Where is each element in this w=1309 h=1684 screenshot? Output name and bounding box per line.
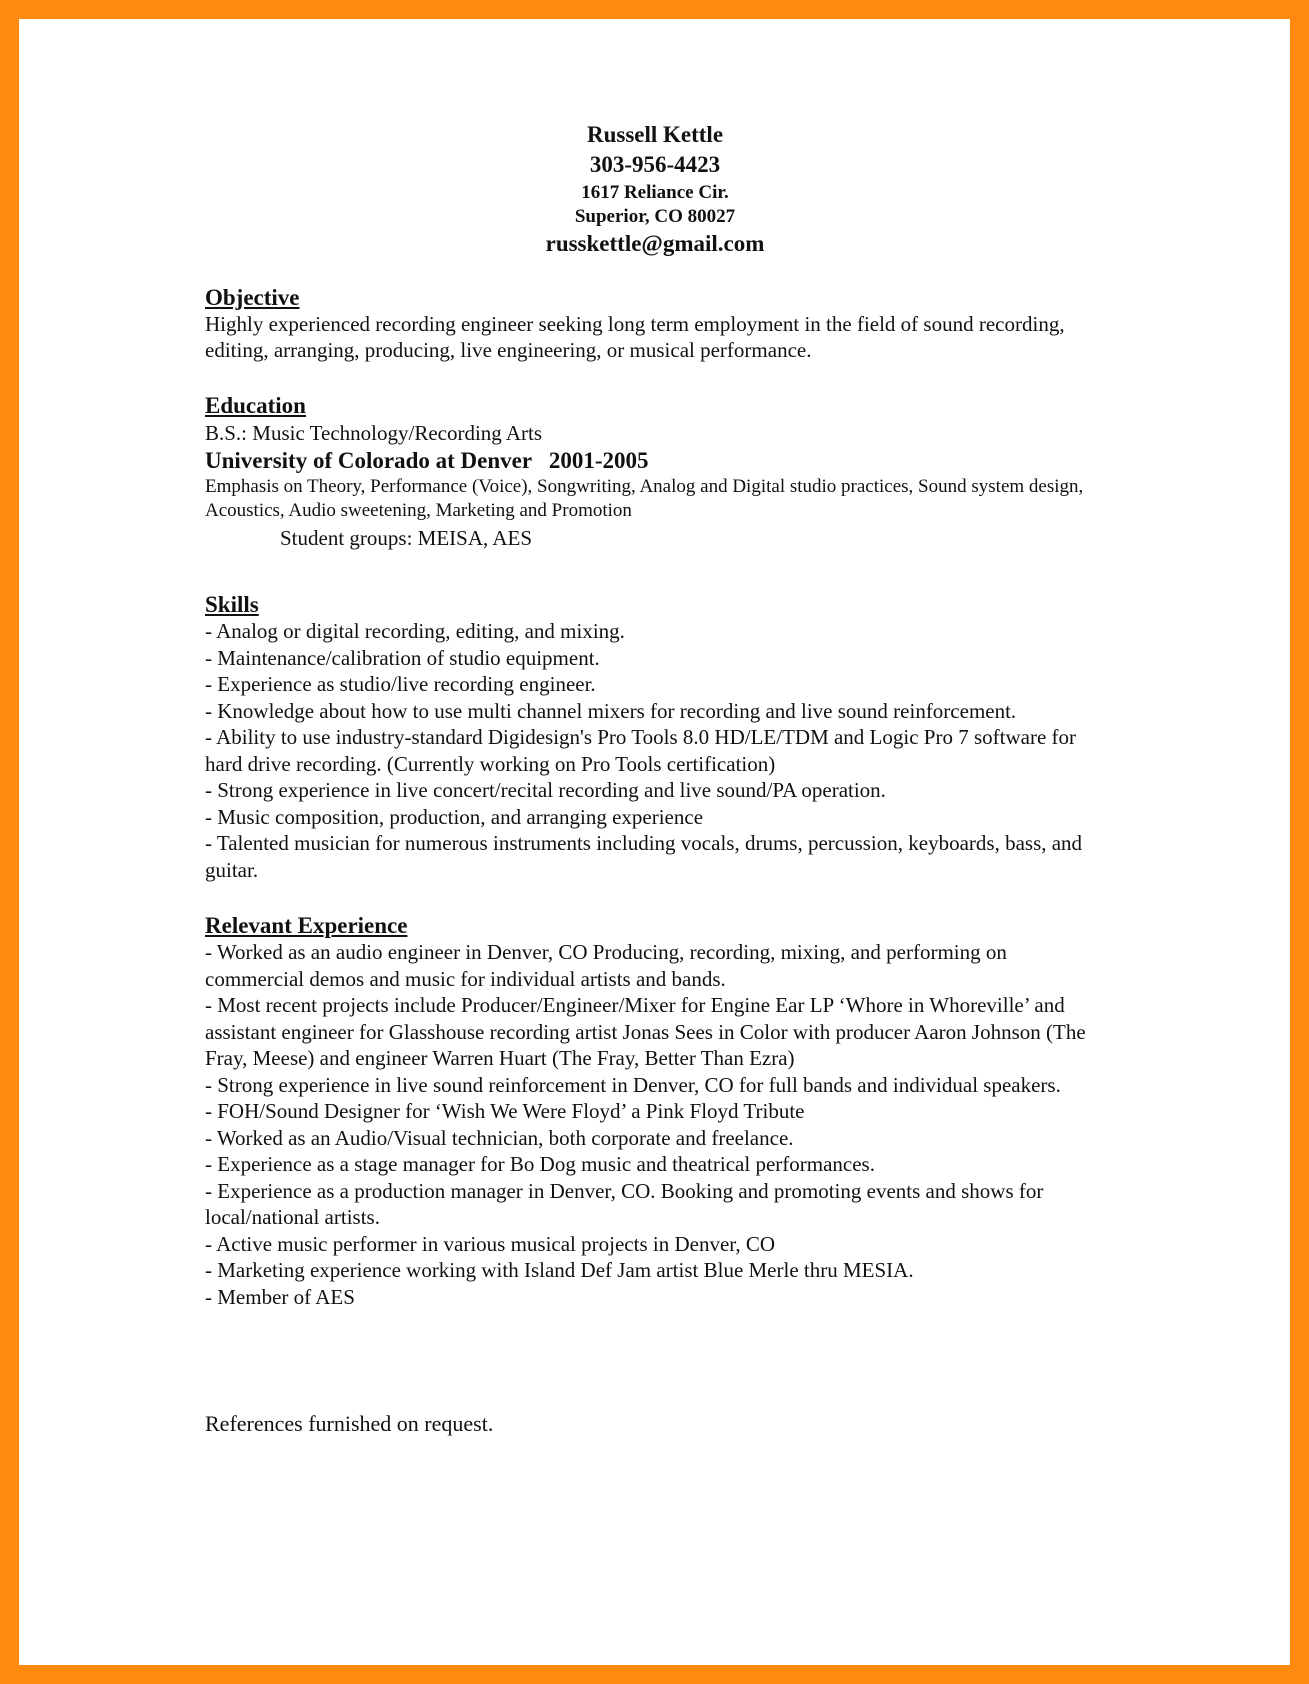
experience-item: - Most recent projects include Producer/Engineer/Mixer for Engine Ear LP ‘Whore in Whoreville’ and assistant engineer for Glasshouse recording artist Jonas Sees in Color with producer Aaron Johnson (The Fray, Meese) and engineer Warren Huart (The Fray, Better Than Ezra) (205, 993, 1086, 1070)
street-address: 1617 Reliance Cir. (581, 182, 729, 203)
skill-item: - Strong experience in live concert/recital recording and live sound/PA operation. (205, 778, 886, 802)
education-section (205, 393, 1105, 553)
skills-title: Skills (205, 592, 259, 617)
experience-item: - Strong experience in live sound reinforcement in Denver, CO for full bands and individual speakers. (205, 1072, 1061, 1097)
skill-item: - Ability to use industry-standard Digidesign's Pro Tools 8.0 HD/LE/TDM and Logic Pro 7 software for hard drive recording. (Currently working on Pro Tools certification) (205, 725, 1076, 776)
contact-header (205, 120, 1105, 259)
experience-item: - Member of AES (205, 1284, 355, 1309)
skills-list (205, 618, 1105, 883)
experience-title: Relevant Experience (205, 913, 408, 938)
objective-section (205, 285, 1105, 363)
skill-item: - Music composition, production, and arranging experience (205, 804, 704, 829)
skill-item: - Maintenance/calibration of studio equipment. (205, 645, 600, 670)
skill-item: - Knowledge about how to use multi channel mixers for recording and live sound reinforcement. (205, 698, 1017, 723)
skill-item: - Analog or digital recording, editing, and mixing. (205, 619, 625, 643)
experience-item: - Marketing experience working with Island Def Jam artist Blue Merle thru MESIA. (205, 1258, 914, 1282)
experience-item: - Experience as a production manager in Denver, CO. Booking and promoting events and shows for local/national artists. (205, 1178, 1044, 1229)
education-degree: B.S.: Music Technology/Recording Arts (205, 421, 543, 445)
experience-item: - Active music performer in various musical projects in Denver, CO (205, 1231, 776, 1256)
education-groups: Student groups: MEISA, AES (280, 526, 533, 550)
experience-item: - Worked as an audio engineer in Denver, CO Producing, recording, mixing, and performing on commercial demos and music for individual artists and bands. (205, 940, 1007, 991)
education-title: Education (205, 393, 306, 418)
education-school: University of Colorado at Denver 2001-2005 (205, 448, 649, 473)
objective-text: Highly experienced recording engineer seeking long term employment in the field of sound recording, editing, arranging, producing, live engineering, or musical performance. (205, 312, 1065, 362)
experience-item: - FOH/Sound Designer for ‘Wish We Were Floyd’ a Pink Floyd Tribute (205, 1099, 805, 1123)
references-note: References furnished on request. (205, 1411, 494, 1436)
applicant-name: Russell Kettle (586, 122, 724, 147)
experience-section (205, 913, 1105, 1310)
experience-item: - Experience as a stage manager for Bo Dog music and theatrical performances. (205, 1152, 875, 1176)
education-emphasis: Emphasis on Theory, Performance (Voice), Songwriting, Analog and Digital studio practices, Sound system design, Acoustics, Audio sweetening, Marketing and Promotion (205, 476, 1084, 521)
references-section (205, 1411, 1105, 1437)
skill-item: - Experience as studio/live recording engineer. (205, 672, 596, 696)
objective-title: Objective (205, 285, 300, 310)
skill-item: - Talented musician for numerous instruments including vocals, drums, percussion, keyboards, bass, and guitar. (205, 831, 1083, 882)
skills-section (205, 592, 1105, 883)
phone-number: 303-956-4423 (589, 152, 721, 177)
email-address: russkettle@gmail.com (545, 231, 765, 256)
experience-item: - Worked as an Audio/Visual technician, both corporate and freelance. (205, 1125, 794, 1150)
experience-list (205, 939, 1105, 1310)
city-state-zip: Superior, CO 80027 (574, 206, 736, 227)
